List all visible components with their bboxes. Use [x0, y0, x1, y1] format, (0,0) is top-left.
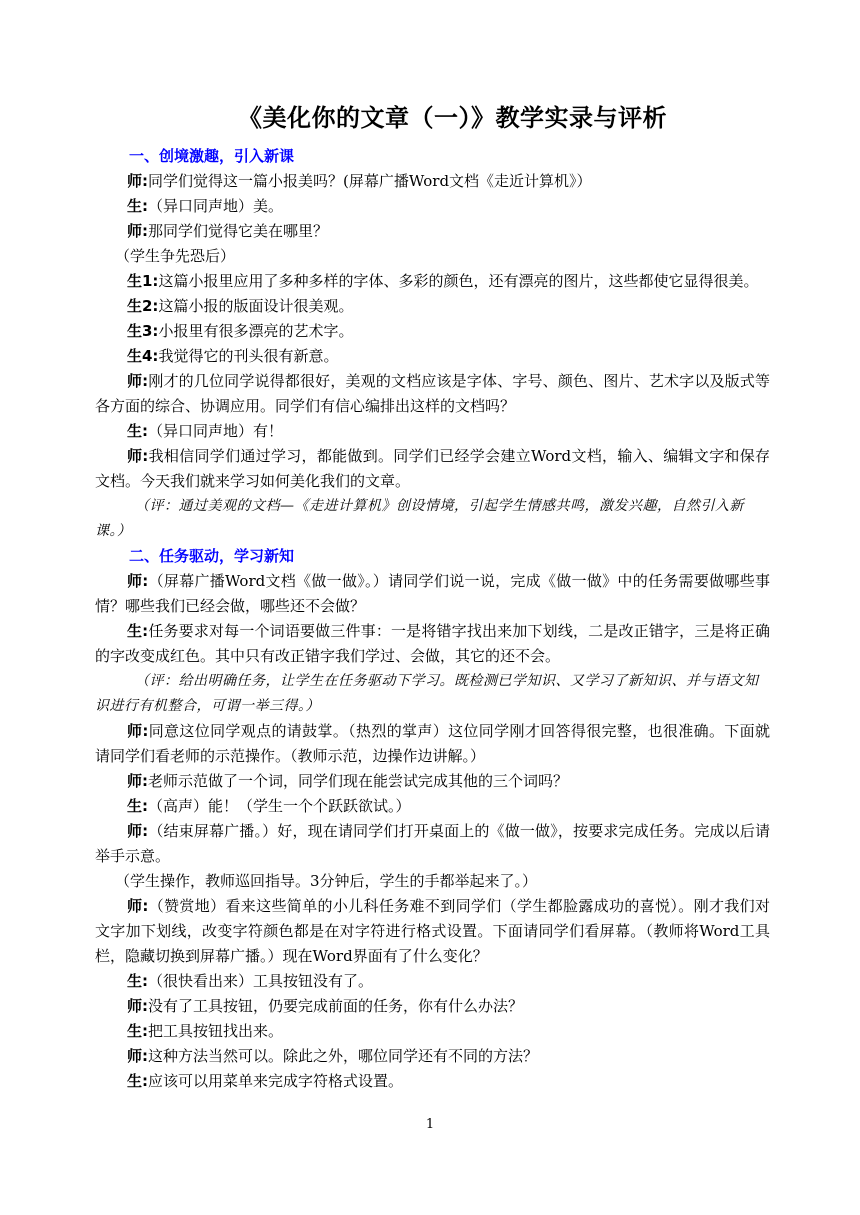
- dialogue-line: [95, 444, 770, 494]
- speaker-label: 师:: [127, 822, 149, 840]
- dialogue-line: [95, 1044, 770, 1069]
- section-heading: 二、任务驱动，学习新知: [129, 547, 295, 565]
- speaker-label: 生:: [127, 197, 148, 215]
- speaker-label: 生4:: [127, 347, 159, 365]
- dialogue-text: （异口同声地）美。: [148, 197, 284, 215]
- dialogue-text: 刚才的几位同学说得都很好，美观的文档应该是字体、字号、颜色、图片、艺术字以及版式等各方面的综合、协调应用。同学们有信心编排出这样的文档吗？: [95, 372, 770, 415]
- speaker-label: 师:: [127, 1047, 148, 1065]
- dialogue-line: [95, 344, 770, 369]
- speaker-label: 生:: [127, 622, 149, 640]
- dialogue-line: [95, 794, 770, 819]
- dialogue-line: [95, 619, 770, 669]
- dialogue-line: [95, 569, 770, 619]
- dialogue-line: [95, 769, 770, 794]
- speaker-label: 师:: [127, 447, 149, 465]
- speaker-label: 生:: [127, 1072, 148, 1090]
- dialogue-line: [95, 1019, 770, 1044]
- dialogue-text: （屏幕广播Word文档《做一做》。）请同学们说一说，完成《做一做》中的任务需要做哪些事情？哪些我们已经会做，哪些还不会做？: [95, 572, 770, 615]
- dialogue-text: 这篇小报的版面设计很美观。: [158, 297, 354, 315]
- dialogue-line: [95, 369, 770, 419]
- speaker-label: 师:: [127, 722, 149, 740]
- dialogue-text: （结束屏幕广播。）好，现在请同学们打开桌面上的《做一做》，按要求完成任务。完成以后请举手示意。: [95, 822, 770, 865]
- stage-direction: （学生操作，教师巡回指导。3分钟后，学生的手都举起来了。）: [115, 872, 538, 890]
- commentary-note: （评：给出明确任务，让学生在任务驱动下学习。既检测已学知识、又学习了新知识、并与语文知识进行有机整合，可谓一举三得。）: [95, 673, 759, 714]
- speaker-label: 师:: [127, 222, 148, 240]
- dialogue-text: 这篇小报里应用了多种多样的字体、多彩的颜色，还有漂亮的图片，这些都使它显得很美。: [158, 272, 759, 290]
- dialogue-text: 那同学们觉得它美在哪里？: [148, 222, 329, 240]
- dialogue-line: [95, 319, 770, 344]
- dialogue-text: 任务要求对每一个词语要做三件事：一是将错字找出来加下划线，二是改正错字，三是将正确的字改变成红色。其中只有改正错字我们学过、会做，其它的还不会。: [95, 622, 770, 665]
- speaker-label: 生:: [127, 972, 148, 990]
- dialogue-text: 小报里有很多漂亮的艺术字。: [158, 322, 354, 340]
- speaker-label: 生:: [127, 422, 148, 440]
- dialogue-text: 同意这位同学观点的请鼓掌。（热烈的掌声）这位同学刚才回答得很完整，也很准确。下面就请同学们看老师的示范操作。（教师示范，边操作边讲解。）: [95, 722, 770, 765]
- dialogue-text: 同学们觉得这一篇小报美吗？(屏幕广播Word文档《走近计算机》）: [148, 172, 592, 190]
- speaker-label: 师:: [127, 572, 149, 590]
- dialogue-line: [95, 969, 770, 994]
- dialogue-line: [95, 819, 770, 869]
- dialogue-line: [95, 994, 770, 1019]
- speaker-label: 生2:: [127, 297, 159, 315]
- dialogue-text: （异口同声地）有！: [148, 422, 284, 440]
- dialogue-text: 这种方法当然可以。除此之外，哪位同学还有不同的方法？: [148, 1047, 539, 1065]
- dialogue-text: 老师示范做了一个词，同学们现在能尝试完成其他的三个词吗？: [148, 772, 569, 790]
- dialogue-line: [95, 894, 770, 969]
- dialogue-line: [95, 719, 770, 769]
- document-body: [95, 100, 770, 1094]
- speaker-label: 生3:: [127, 322, 159, 340]
- dialogue-line: [95, 1069, 770, 1094]
- document-title: 《美化你的文章（一）》教学实录与评析: [238, 103, 667, 132]
- commentary-note: （评：通过美观的文档—《走进计算机》创设情境，引起学生情感共鸣，激发兴趣，自然引入新课。）: [95, 498, 744, 539]
- speaker-label: 师:: [127, 372, 149, 390]
- speaker-label: 生1:: [127, 272, 159, 290]
- stage-direction: （学生争先恐后）: [115, 247, 236, 265]
- speaker-label: 生:: [127, 1022, 148, 1040]
- dialogue-line: [95, 219, 770, 244]
- dialogue-text: 把工具按钮找出来。: [148, 1022, 284, 1040]
- dialogue-text: 我相信同学们通过学习，都能做到。同学们已经学会建立Word文档，输入、编辑文字和保存文档。今天我们就来学习如何美化我们的文章。: [95, 447, 770, 490]
- speaker-label: 师:: [127, 172, 148, 190]
- dialogue-line: [95, 269, 770, 294]
- speaker-label: 师:: [127, 772, 148, 790]
- sections-container: [95, 144, 770, 1094]
- dialogue-text: 应该可以用菜单来完成字符格式设置。: [148, 1072, 404, 1090]
- dialogue-line: [95, 194, 770, 219]
- dialogue-text: （赞赏地）看来这些简单的小儿科任务难不到同学们（学生都脸露成功的喜悦）。刚才我们对文字加下划线，改变字符颜色都是在对字符进行格式设置。下面请同学们看屏幕。（教师将Word工具栏，隐藏切换到屏幕广播。）现在Word界面有了什么变化？: [95, 897, 770, 965]
- speaker-label: 生:: [127, 797, 148, 815]
- speaker-label: 师:: [127, 897, 149, 915]
- page-number: 1: [425, 1117, 435, 1132]
- dialogue-text: 我觉得它的刊头很有新意。: [158, 347, 339, 365]
- section-heading: 一、创境激趣，引入新课: [129, 147, 295, 165]
- dialogue-text: （很快看出来）工具按钮没有了。: [148, 972, 374, 990]
- dialogue-text: （高声）能！（学生一个个跃跃欲试。）: [148, 797, 411, 815]
- speaker-label: 师:: [127, 997, 148, 1015]
- dialogue-line: [95, 294, 770, 319]
- dialogue-text: 没有了工具按钮，仍要完成前面的任务，你有什么办法？: [148, 997, 524, 1015]
- dialogue-line: [95, 169, 770, 194]
- dialogue-line: [95, 419, 770, 444]
